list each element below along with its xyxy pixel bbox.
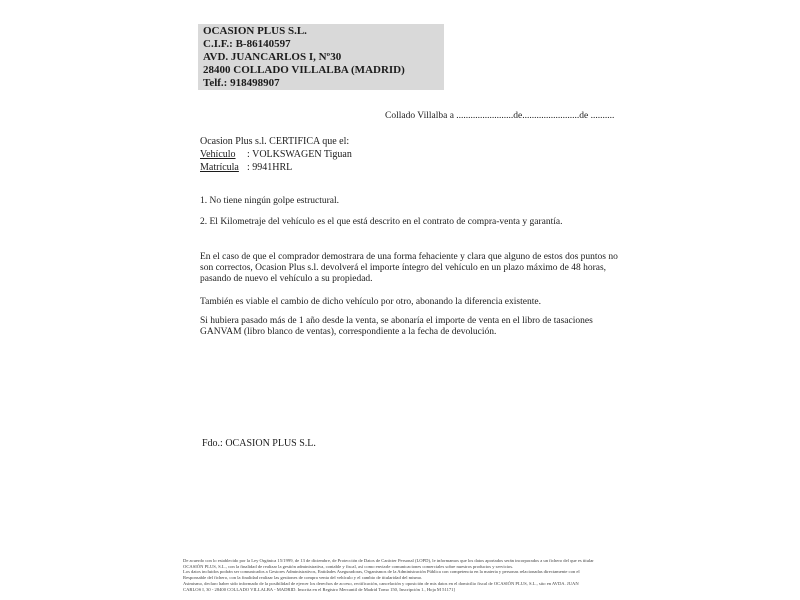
certification-block (200, 136, 352, 175)
ganvam-paragraph-line: Si hubiera pasado más de 1 año desde la venta, se abonaría el importe de venta en el libro de tasaciones (200, 316, 593, 326)
plate-value: : 9941HRL (247, 161, 293, 173)
legal-footer-line: De acuerdo con lo establecido por la Ley Orgánica 15/1999, de 13 de diciembre, de Protección de Datos de Carácter Personal (LOPD), le informamos que los datos aportados serán incorporados a un fichero del que es titular (183, 558, 594, 563)
vehicle-row (200, 149, 352, 162)
plate-label: Matrícula (200, 161, 239, 173)
legal-footer-line: Asimismo, declaro haber sido informado de la posibilidad de ejercer los derechos de acceso, rectificación, cancelación y oposición de mis datos en el domicilio fiscal de OCASIÓN PLUS, S.L., sito en AVDA. JUAN (183, 580, 579, 586)
company-cif: C.I.F.: B-86140597 (203, 38, 291, 50)
legal-footer-line: CARLOS I, 30 - 28400 COLLADO VILLALBA - MADRID. Inscrita en el Registro Mercantil de Madrid Tomo 150, Inscripción 1., Hoja M 51171] (183, 586, 455, 592)
certify-heading: Ocasion Plus s.l. CERTIFICA que el: (200, 136, 350, 147)
vehicle-value: : VOLKSWAGEN Tiguan (247, 148, 352, 160)
clause-2: 2. El Kilometraje del vehículo es el que está descrito en el contrato de compra-venta y garantía. (200, 217, 563, 227)
company-header-box (198, 24, 444, 90)
refund-paragraph-line: En el caso de que el comprador demostrara de una forma fehaciente y clara que alguno de estos dos puntos no (200, 252, 618, 262)
refund-paragraph-line: pasando de nuevo el vehículo a su propiedad. (200, 273, 373, 284)
company-city: 28400 COLLADO VILLALBA (MADRID) (203, 64, 405, 76)
legal-footer-line: Los datos incluidos podrán ser comunicados a Gestores Administrativos, Entidades Aseguradoras, Organismos de la Administración Pública con competencia en la materia y personas relacionadas directamente con el (183, 569, 580, 575)
company-address: AVD. JUANCARLOS I, Nº30 (203, 51, 342, 63)
legal-footer-line: Responsable del fichero, con la finalidad realizar las gestiones de compra venta del vehículo y el cambio de titularidad del mismo. (183, 575, 423, 581)
exchange-paragraph: También es viable el cambio de dicho vehículo por otro, abonando la diferencia existente. (200, 297, 541, 307)
refund-paragraph-line: son correctos, Ocasion Plus s.l. devolverá el importe íntegro del vehículo en un plazo máximo de 48 horas, (200, 262, 607, 273)
company-phone: Telf.: 918498907 (203, 77, 280, 89)
refund-paragraph (200, 252, 618, 284)
date-place-line: Collado Villalba a ........................de........................de .......... (385, 111, 615, 121)
clause-1: 1. No tiene ningún golpe estructural. (200, 196, 340, 206)
signature-line: Fdo.: OCASION PLUS S.L. (202, 438, 316, 449)
plate-row (200, 162, 352, 175)
vehicle-label: Vehículo (200, 148, 236, 160)
legal-footer-line: OCASIÓN PLUS, S.L., con la finalidad de realizar la gestión administrativa, contable y fiscal, así como enviarle comunicaciones comerciales sobre nuestros productos y servicios. (183, 563, 514, 569)
ganvam-paragraph-line: GANVAM (libro blanco de ventas), correspondiente a la fecha de devolución. (200, 326, 497, 337)
ganvam-paragraph (200, 316, 593, 338)
legal-footer (183, 558, 643, 592)
company-name: OCASION PLUS S.L. (203, 25, 307, 37)
